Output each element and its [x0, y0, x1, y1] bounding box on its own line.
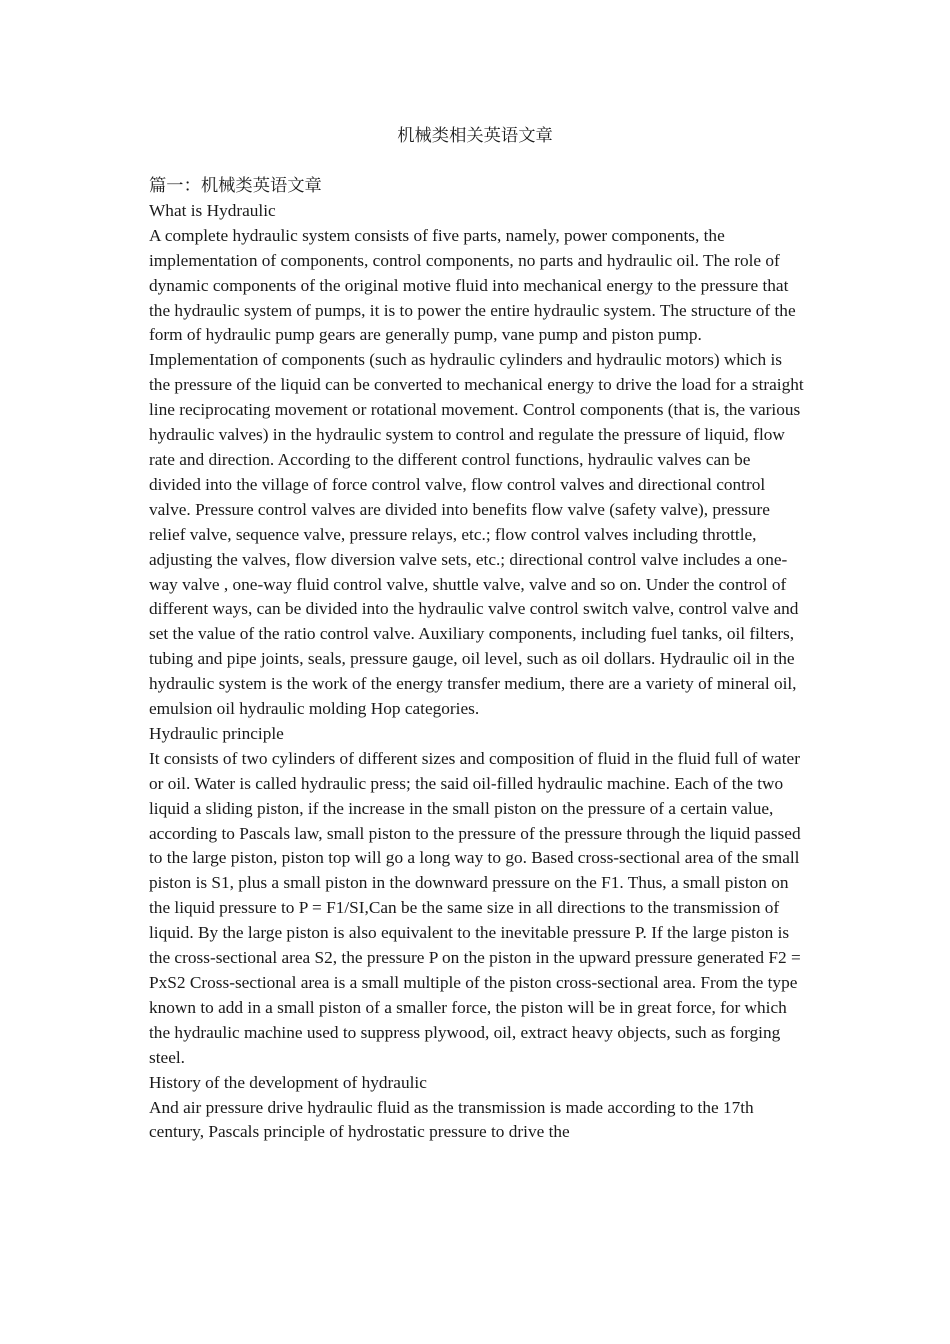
subheading-history: History of the development of hydraulic: [149, 1072, 427, 1092]
document-title: 机械类相关英语文章: [397, 126, 553, 145]
paragraph-hydraulic-system: A complete hydraulic system consists of five parts, namely, power components, the implementation of components, control components, no parts and hydraulic oil. The role of dynamic components of the original motive fluid into mechanical energy to the pressure that the hydraulic system of pumps, it is to power the entire hydraulic system. The structure of the form of hydraulic pump gears are generally pump, vane pump and piston pump. Implementation of components (such as hydraulic cylinders and hydraulic motors) which is the pressure of the liquid can be converted to mechanical energy to drive the load for a straight line reciprocating movement or rotational movement. Control components (that is, the various hydraulic valves) in the hydraulic system to control and regulate the pressure of liquid, flow rate and direction. According to the different control functions, hydraulic valves can be divided into the village of force control valve, flow control valves and directional control valve. Pressure control valves are divided into benefits flow valve (safety valve), pressure relief valve, sequence valve, pressure relays, etc.; flow control valves including throttle, adjusting the valves, flow diversion valve sets, etc.; directional control valve includes a one-way valve , one-way fluid control valve, shuttle valve, valve and so on. Under the control of different ways, can be divided into the hydraulic valve control switch valve, control valve and set the value of the ratio control valve. Auxiliary components, including fuel tanks, oil filters, tubing and pipe joints, seals, pressure gauge, oil level, such as oil dollars. Hydraulic oil in the hydraulic system is the work of the energy transfer medium, there are a variety of mineral oil, emulsion oil hydraulic molding Hop categories.: [149, 225, 804, 719]
document-body: [149, 174, 805, 1145]
subheading-what-is-hydraulic: What is Hydraulic: [149, 200, 276, 220]
paragraph-hydraulic-principle: It consists of two cylinders of different sizes and composition of fluid in the fluid full of water or oil. Water is called hydraulic press; the said oil-filled hydraulic machine. Each of the two liquid a sliding piston, if the increase in the small piston on the pressure of a certain value, according to Pascals law, small piston to the pressure of the pressure through the liquid passed to the large piston, piston top will go a long way to go. Based cross-sectional area of the small piston is S1, plus a small piston in the downward pressure on the F1. Thus, a small piston on the liquid pressure to P = F1/SI,Can be the same size in all directions to the transmission of liquid. By the large piston is also equivalent to the inevitable pressure P. If the large piston is the cross-sectional area S2, the pressure P on the piston in the upward pressure generated F2 = PxS2 Cross-sectional area is a small multiple of the piston cross-sectional area. From the type known to add in a small piston of a smaller force, the piston will be in great force, for which the hydraulic machine used to suppress plywood, oil, extract heavy objects, such as forging steel.: [149, 748, 801, 1067]
section-heading: 篇一：机械类英语文章: [149, 176, 322, 195]
subheading-hydraulic-principle: Hydraulic principle: [149, 723, 284, 743]
paragraph-history: And air pressure drive hydraulic fluid as the transmission is made according to the 17th century, Pascals principle of hydrostatic pressure to drive the: [149, 1097, 754, 1142]
